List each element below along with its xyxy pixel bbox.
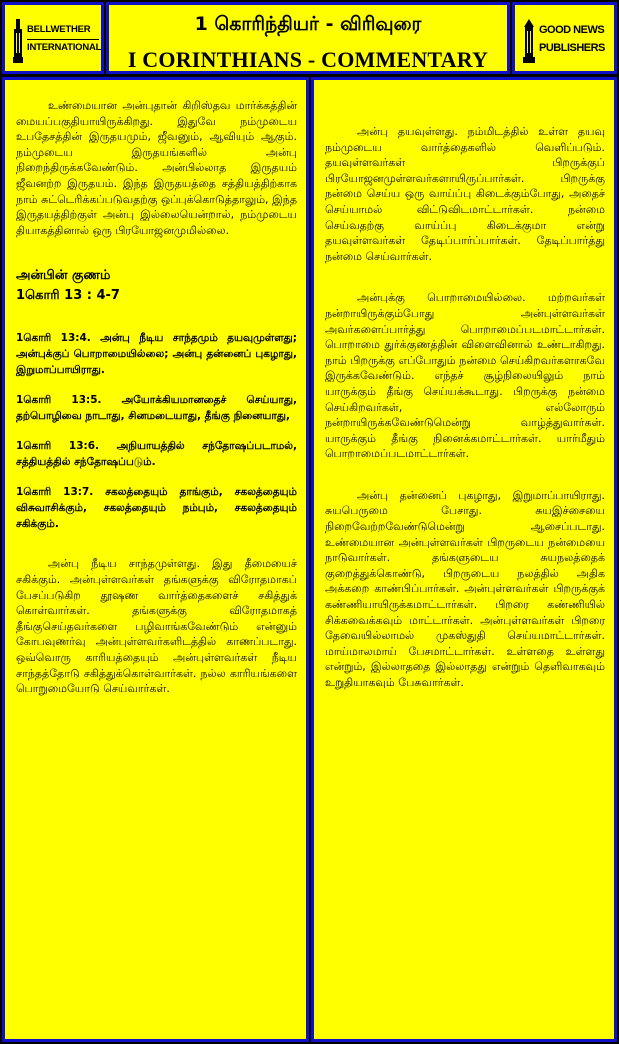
paragraph-kindness: அன்பு தயவுள்ளது. நம்மிடத்தில் உள்ள தயவு நம்முடைய வார்த்தைகளில் வெளிப்படும். தயவுள்ளவர்கள் பிறருக்குப் பிரயோஜனமுள்ளவர்களாயிருப்பார்கள். பிறருக்கு நன்மை செய்ய ஒரு வாய்ப்பு கிடைக்கும்போது, அதைச் செய்யாமல் விட்டுவிடமாட்டார்கள். நன்மை செய்வதற்கு வாய்ப்பு கிடைக்குமா என்று தயவுள்ளவர்கள் தேடிப்பார்ப்பார்கள். தேடிப்பார்த்து நன்மை செய்வார்கள். <box>325 125 605 263</box>
left-column-content <box>16 98 297 697</box>
right-column <box>311 77 617 1042</box>
paragraph-envy: அன்புக்கு பொறாமையில்லை. மற்றவர்கள் நன்றாயிருக்கும்போது அன்புள்ளவர்கள் அவர்களைப்பார்த்து பொறாமைப்படமாட்டார்கள். பொறாமை துர்க்குணத்தின் விளைவினால் உண்டாகிறது. நாம் பிறருக்கு எப்போதும் நன்மை செய்கிறவர்களாகவே இருக்கவேண்டும். எந்தச் சூழ்நிலையிலும் நாம் யாருக்கும் தீங்கு செய்யக்கூடாது. பிறருக்கு நன்மை செய்கிறவர்கள், எல்லோரும் நன்றாயிருக்கவேண்டுமென்று வாழ்த்துவார்கள். யாருக்கும் தீங்கு நினைக்கமாட்டார்கள். யார்மீதும் பொறாமைப்படமாட்டார்கள். <box>325 291 605 461</box>
verse-13-7: 1கொரி 13:7. சகலத்தையும் தாங்கும், சகலத்தையும் விசுவாசிக்கும், சகலத்தையும் நம்பும், சகலத்தையும் சகிக்கும். <box>16 486 297 531</box>
bellwether-logo <box>11 15 101 65</box>
verse-13-6: 1கொரி 13:6. அநியாயத்தில் சந்தோஷப்படாமல், சத்தியத்தில் சந்தோஷப்படும். <box>16 440 297 469</box>
good-news-logo <box>521 15 613 65</box>
verse-13-4: 1கொரி 13:4. அன்பு நீடிய சாந்தமும் தயவுமுள்ளது; அன்புக்குப் பொறாமையில்லை; அன்பு தன்னைப் புகழாது, இறுமாப்பாயிராது. <box>16 332 297 377</box>
page-title-tamil: 1 கொரிந்தியர் - விரிவுரை <box>194 13 422 35</box>
logo-line-2: INTERNATIONAL <box>27 42 102 53</box>
bellwether-logo-box <box>2 2 104 74</box>
section-heading: அன்பின் குணம் <box>16 268 111 284</box>
title-box <box>106 2 510 74</box>
verse-13-5: 1கொரி 13:5. அயோக்கியமானதைச் செய்யாது, தற்பொழிவை நாடாது, சினமடையாது, தீங்கு நினையாது, <box>16 394 297 423</box>
logo-line-1: GOOD NEWS <box>539 24 605 36</box>
building-icon <box>13 19 23 63</box>
building-icon <box>523 19 535 63</box>
logo-divider <box>27 39 99 40</box>
good-news-logo-box <box>512 2 617 74</box>
commentary-paragraph: அன்பு நீடிய சாந்தமுள்ளது. இது தீமையைச் சகிக்கும். அன்புள்ளவர்கள் தங்களுக்கு விரோதமாகப் பேசப்படுகிற தூஷண வார்த்தைகளைச் சகித்துக் கொள்வார்கள். தங்களுக்கு விரோதமாகத் தீங்குசெய்தவர்களை பழிவாங்கவேண்டும் என்னும் கோபவுணர்வு அன்புள்ளவர்களிடத்தில் காணப்படாது. ஒவ்வொரு காரியத்தையும் அன்புள்ளவர்கள் நீடிய சாந்தத்தோடு சகித்துக்கொள்வார்கள். நல்ல காரியங்களை பொறுமையோடு செய்வார்கள். <box>16 557 297 696</box>
paragraph-pride: அன்பு தன்னைப் புகழாது, இறுமாப்பாயிராது. சுயபெருமை பேசாது. சுயஇச்சையை நிறைவேற்றவேண்டுமென்று ஆசைப்படாது. உண்மையான அன்புள்ளவர்கள் பிறருடைய நன்மையை நாடுவார்கள். தங்களுடைய சுயநலத்தைக் குறைத்துக்கொண்டு, பிறருடைய நலத்தில் அதிக அக்கறை காண்பிப்பார்கள். அன்புள்ளவர்கள் பிறருக்குக் கண்ணியாயிருக்கமாட்டார்கள். பிறரை கண்ணியில் சிக்கவைக்கவும் மாட்டார்கள். அன்புள்ளவர்கள் பிறரை தேவையில்லாமல் முகஸ்துதி செய்யமாட்டார்கள். மாய்மாலமாய் பேசமாட்டார்கள். உள்ளதை உள்ளது என்றும், இல்லாததை இல்லாதது என்றும் தெளிவாகவும் உறுதியாகவும் பேசுவார்கள். <box>325 488 605 689</box>
right-column-content <box>325 124 605 691</box>
page-title-english: I CORINTHIANS - COMMENTARY <box>127 47 489 72</box>
intro-paragraph: உண்மையான அன்புதான் கிறிஸ்தவ மார்க்கத்தின் மையப்பகுதியாயிருக்கிறது. இதுவே நம்முடைய உபதேசத்தின் இருதயமும், ஜீவனும், ஆவியும் ஆகும். நம்முடைய இருதயங்களில் அன்பு நிறைந்திருக்கவேண்டும். அன்பில்லாத இருதயம் ஜீவனற்ற இருதயம். இந்த இருதயத்தை சத்தியத்திற்காக நாம் சுட்டெரிக்கப்படுவதற்கு ஒப்புக்கொடுத்தாலும், இந்த இருதயத்திற்குள் அன்பு இல்லையென்றால், நம்முடைய தியாகத்தினால் ஒரு பிரயோஜனமுமில்லை. <box>16 99 297 237</box>
section-reference: 1கொரி 13 : 4-7 <box>16 288 120 304</box>
logo-line-2: PUBLISHERS <box>539 42 605 54</box>
left-column <box>2 77 309 1042</box>
logo-line-1: BELLWETHER <box>27 24 91 35</box>
